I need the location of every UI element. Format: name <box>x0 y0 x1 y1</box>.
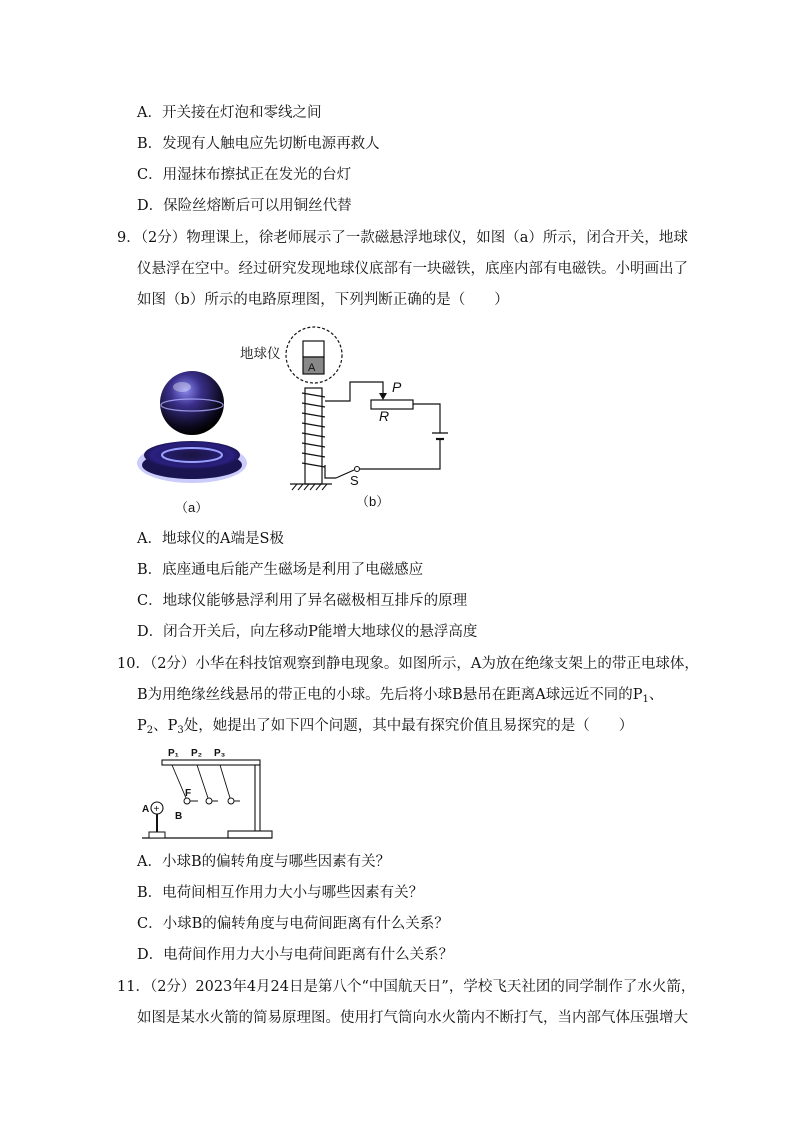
slider-label: P <box>392 379 402 395</box>
q9-option-d: D．闭合开关后，向左移动P能增大地球仪的悬浮高度 <box>137 624 478 640</box>
q10-stem-line1: 10．（2分）小华在科技馆观察到静电现象。如图所示，A为放在绝缘支架上的带正电球体， <box>117 656 699 672</box>
thread-3 <box>220 765 230 798</box>
electrostatics-figure <box>140 742 275 842</box>
thread-2 <box>197 765 208 798</box>
q10-stem-line2: B为用绝缘丝线悬吊的带正电的小球。先后将小球B悬吊在距离A球远近不同的$P_1$、 <box>137 687 664 705</box>
q10-stem-line3: $P_2$、$P_3$处，她提出了如下四个问题，其中最有探究价值且易探究的是（ ） <box>137 718 634 736</box>
stand-pole <box>255 765 260 831</box>
q9-stem-line2: 仪悬浮在空中。经过研究发现地球仪底部有一块磁铁，底座内部有电磁铁。小明画出了 <box>137 261 688 277</box>
p3-label: P₃ <box>214 748 226 759</box>
q8-option-b: B．发现有人触电应先切断电源再救人 <box>137 136 380 152</box>
p2-label: P₂ <box>191 748 203 759</box>
switch-contact <box>355 467 360 472</box>
wire-right <box>413 404 440 433</box>
q10-option-d: D．电荷间作用力大小与电荷间距离有什么关系？ <box>137 947 454 963</box>
globe-highlight <box>173 382 191 392</box>
wire-top <box>325 382 383 401</box>
top-bar <box>162 760 260 765</box>
plus-sign: + <box>153 804 160 815</box>
globe-ball <box>160 371 224 435</box>
q9-option-a: A．地球仪的A端是S极 <box>137 531 284 547</box>
stand-base <box>228 831 272 838</box>
ball-b-2 <box>206 798 212 804</box>
q8-option-a: A．开关接在灯泡和零线之间 <box>137 105 322 121</box>
globe-label: 地球仪 <box>240 346 281 361</box>
magnet-a-label: A <box>308 362 316 374</box>
q10-option-c: C．小球B的偏转角度与电荷间距离有什么关系？ <box>137 916 449 932</box>
thread-1 <box>172 765 186 798</box>
wire-bottom-right <box>360 439 440 469</box>
q11-stem-line2: 如图是某水火箭的简易原理图。使用打气筒向水火箭内不断打气，当内部气体压强增大 <box>137 1010 688 1026</box>
q9-option-c: C．地球仪能够悬浮利用了异名磁极相互排斥的原理 <box>137 593 468 609</box>
sphere-a-label: A <box>142 804 150 815</box>
q10-option-b: B．电荷间相互作用力大小与哪些因素有关？ <box>137 885 424 901</box>
p1-label: P₁ <box>168 748 179 759</box>
q8-option-d: D．保险丝熔断后可以用铜丝代替 <box>137 198 352 214</box>
q9-stem-line3: 如图（b）所示的电路原理图，下列判断正确的是（ ） <box>137 292 509 308</box>
ball-b-3 <box>228 798 234 804</box>
ball-b-label: B <box>175 811 183 822</box>
slider-arrow <box>379 393 387 400</box>
q11-stem-line1: 11．（2分）2023年4月24日是第八个“中国航天日”，学校飞天社团的同学制作了水火箭， <box>117 979 696 995</box>
sphere-a-base <box>149 832 165 838</box>
q9-stem-line1: 9．（2分）物理课上，徐老师展示了一款磁悬浮地球仪，如图（a）所示，闭合开关，地球 <box>117 230 688 246</box>
wire-bottom-left <box>325 465 336 478</box>
figure-b-label: （b） <box>356 494 390 509</box>
force-label: F <box>185 788 192 799</box>
figure-a-label: （a） <box>175 500 209 515</box>
q8-option-c: C．用湿抹布擦拭正在发光的台灯 <box>137 167 352 183</box>
ground-hatch <box>292 484 327 490</box>
circuit-diagram-figure <box>232 325 462 515</box>
rheostat-label: R <box>379 408 390 424</box>
q10-option-a: A．小球B的偏转角度与哪些因素有关？ <box>137 854 391 870</box>
base-top <box>144 441 240 469</box>
rheostat-r <box>371 400 413 409</box>
q9-option-b: B．底座通电后能产生磁场是利用了电磁感应 <box>137 562 424 578</box>
switch-label: S <box>350 473 359 488</box>
globe-body <box>303 341 324 357</box>
